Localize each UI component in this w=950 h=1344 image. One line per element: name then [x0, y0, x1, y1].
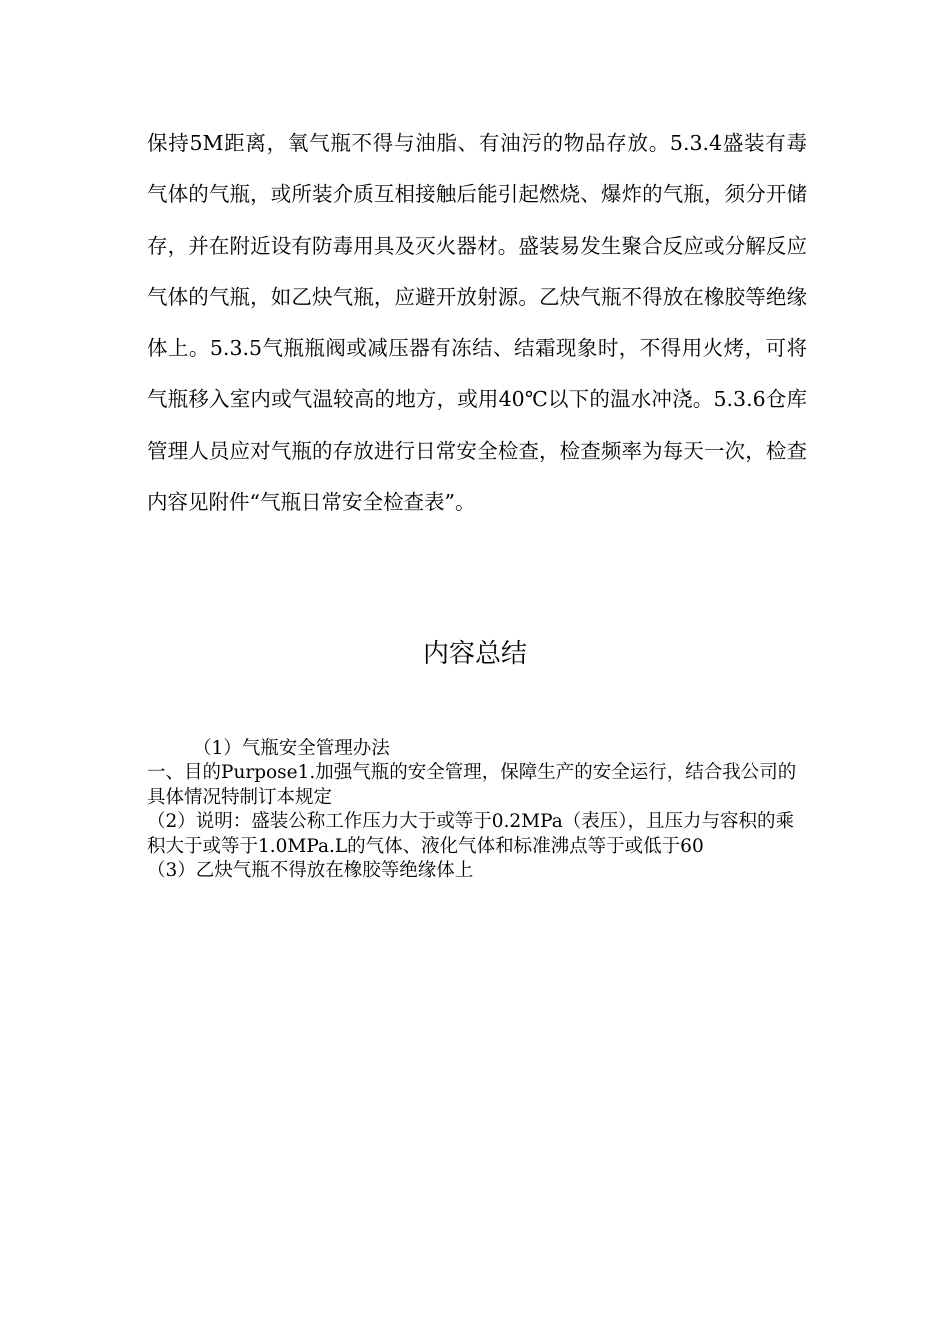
summary-list — [147, 737, 807, 883]
summary-item-4: （3）乙炔气瓶不得放在橡胶等绝缘体上 — [147, 860, 474, 882]
body-paragraph: 保持5M距离，氧气瓶不得与油脂、有油污的物品存放。5.3.4盛装有毒气体的气瓶，或所装介质互相接触后能引起燃烧、爆炸的气瓶，须分开储存，并在附近设有防毒用具及灭火器材。盛装易发生聚合反应或分解反应气体的气瓶，如乙炔气瓶，应避开放射源。乙炔气瓶不得放在橡胶等绝缘体上。5.3.5气瓶瓶阀或减压器有冻结、结霜现象时，不得用火烤，可将气瓶移入室内或气温较高的地方，或用40℃以下的温水冲浇。5.3.6仓库管理人员应对气瓶的存放进行日常安全检查，检查频率为每天一次，检查内容见附件“气瓶日常安全检查表”。 — [147, 131, 807, 515]
summary-item-1: （1）气瓶安全管理办法 — [193, 738, 390, 759]
summary-title: 内容总结 — [422, 639, 527, 669]
summary-item-3: （2）说明：盛装公称工作压力大于或等于0.2MPa（表压），且压力与容积的乘积大于或等于1.0MPa.L的气体、液化气体和标准沸点等于或低于60 — [147, 811, 795, 857]
summary-item-2: 一、目的Purpose1.加强气瓶的安全管理，保障生产的安全运行，结合我公司的具体情况特制订本规定 — [147, 762, 797, 808]
